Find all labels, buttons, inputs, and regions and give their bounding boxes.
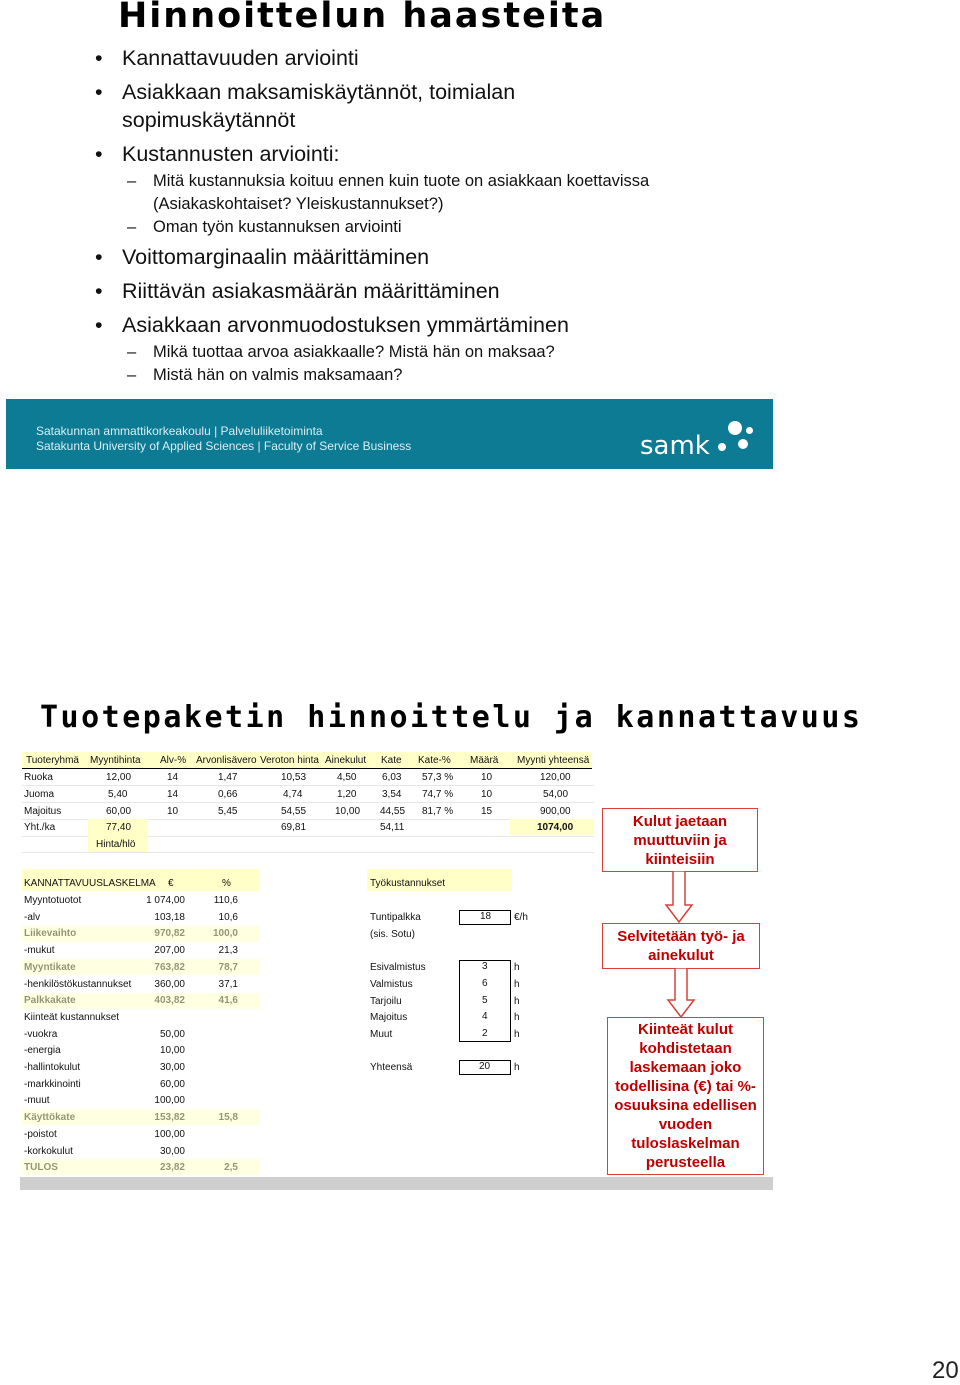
work-item-label: Tarjoilu [370,996,402,1007]
bullet-item: • Asiakkaan arvonmuodostuksen ymmärtäminen [95,311,765,339]
sub-bullet-item: – Mitä kustannuksia koituu ennen kuin tuote on asiakkaan koettavissa (Asiakaskohtaiset? Yleiskustannukset?) [95,170,713,216]
work-item-unit: h [514,996,520,1007]
calc-row-label: -korkokulut [24,1146,73,1157]
work-item-unit: h [514,979,520,990]
calc-row-label: -alv [24,912,41,923]
work-item-value: 5 [482,995,488,1006]
table-cell: 14 [167,789,179,800]
total-sales: 1074,00 [537,822,574,833]
bullet-item: • Asiakkaan maksamiskäytännöt, toimialan sopimuskäytännöt [95,78,592,134]
calc-header-label: KANNATTAVUUSLASKELMA [24,878,156,889]
bullet-item: • Voittomarginaalin määrittäminen [95,243,765,271]
calc-row-label: Kiinteät kustannukset [24,1012,120,1023]
table-cell: 5,40 [108,789,128,800]
header-cell: Myynti yhteensä [517,755,590,766]
header-cell: Arvonlisävero [196,755,257,766]
header-cell: Veroton hinta [260,755,319,766]
slide-title: Tuotepaketin hinnoittelu ja kannattavuus [40,700,863,735]
calc-row-label: -markkinointi [24,1079,81,1090]
calc-row-eur: 100,00 [154,1129,185,1140]
work-item-label: Valmistus [370,979,413,990]
table-cell: 81,7 % [422,806,454,817]
table-cell: 10 [481,789,493,800]
footer-line-1: Satakunnan ammattikorkeakoulu | Palveluliiketoiminta [36,424,323,438]
row-highlight [22,1109,260,1125]
work-item-label: Esivalmistus [370,962,426,973]
grid-line [22,802,594,803]
total-price: 77,40 [106,822,132,833]
header-cell: Kate-% [418,755,451,766]
callout-text: Kulut jaetaan muuttuviin ja kiinteisiin [632,812,728,868]
header-cell: Myyntihinta [90,755,141,766]
table-cell: 10 [167,806,179,817]
table-cell: Majoitus [24,806,62,817]
table-cell: 0,66 [218,789,238,800]
table-cell: 5,45 [218,806,238,817]
sub-bullet-item: – Mikä tuottaa arvoa asiakkaalle? Mistä hän on maksaa? [95,341,765,364]
calc-row-eur: 30,00 [159,1062,185,1073]
footer-line-2: Satakunta University of Applied Sciences | Faculty of Service Business [36,439,412,453]
calc-row-eur: 100,00 [154,1095,185,1106]
calc-header-eur: € [168,878,174,889]
callout-box [602,808,758,872]
header-cell: Alv-% [160,755,187,766]
work-total-unit: h [514,1062,520,1073]
header-cell: Määrä [470,755,499,766]
calc-row-eur: 207,00 [154,945,185,956]
table-cell: Ruoka [24,772,53,783]
table-cell: 10,53 [281,772,307,783]
calc-row-label: -mukut [24,945,55,956]
down-arrow-icon [666,968,696,1018]
calc-row-label: Myyntotuotot [24,895,82,906]
table-cell: 15 [481,806,493,817]
table-cell: Juoma [24,789,55,800]
callout-box [602,923,760,969]
table-cell: 4,50 [337,772,357,783]
calc-row-label: -hallintokulut [24,1062,81,1073]
table-cell: 57,3 % [422,772,454,783]
callout-text: Selvitetään työ- ja ainekulut [617,928,745,964]
calc-row-label: -poistot [24,1129,57,1140]
table-cell: 12,00 [106,772,132,783]
table-cell: 10,00 [335,806,361,817]
work-item-label: Muut [370,1029,393,1040]
logo-dot [718,443,726,451]
calc-row-pct: 10,6 [218,912,238,923]
calc-header-pct: % [222,878,231,889]
calc-row-label: -energia [24,1045,61,1056]
table-cell: 74,7 % [422,789,454,800]
table-cell: 54,00 [543,789,569,800]
row-highlight [22,926,260,942]
work-total-value: 20 [479,1061,491,1072]
total-margin: 54,11 [380,822,405,833]
row-highlight [22,993,260,1009]
logo-dot [738,439,748,449]
work-total-label: Yhteensä [370,1062,413,1073]
work-item-value: 3 [482,961,488,972]
table-cell: 4,74 [283,789,303,800]
samk-logo [640,413,760,463]
logo-text: samk [640,431,710,461]
hourly-label: Tuntipalkka [370,912,421,923]
calc-row-label: -muut [24,1095,50,1106]
price-note: Hinta/hlö [96,839,136,850]
total-label: Yht./ka [24,822,56,833]
sub-bullet-item: – Oman työn kustannuksen arviointi [95,216,765,239]
down-arrow-icon [664,871,694,923]
work-item-unit: h [514,1029,520,1040]
work-item-value: 4 [482,1011,488,1022]
hourly-unit: €/h [514,912,528,923]
calc-row-eur: 1 074,00 [146,895,185,906]
logo-dot [728,421,742,435]
calc-row-label: -vuokra [24,1029,58,1040]
sub-bullet-item: – Mistä hän on valmis maksamaan? [95,364,765,387]
table-cell: 6,03 [382,772,402,783]
calc-row-pct: 110,6 [213,895,238,906]
logo-dot [746,427,753,434]
work-item-unit: h [514,962,520,973]
table-cell: 3,54 [382,789,402,800]
grid-line [22,785,594,786]
row-highlight [22,959,260,975]
slide-footer-strip [20,1177,773,1190]
slide-title: Hinnoittelun haasteita [118,0,607,36]
hourly-note: (sis. Sotu) [370,929,416,940]
work-item-unit: h [514,1012,520,1023]
slide-footer [6,399,773,469]
callout-box [607,1017,764,1175]
header-cell: Ainekulut [325,755,367,766]
callout-text: Kiinteät kulut kohdistetaan laskemaan joko todellisina (€) tai %-osuuksina edellisen vuoden tuloslaskelman perusteella [614,1021,757,1171]
work-item-value: 6 [482,978,488,989]
calc-row-eur: 103,18 [154,912,185,923]
table-cell: 1,20 [337,789,357,800]
table-cell: 10 [481,772,493,783]
calc-row-pct: 37,1 [218,979,238,990]
bullet-item: • Kannattavuuden arviointi [95,44,765,72]
calc-row-eur: 60,00 [159,1079,185,1090]
table-cell: 44,55 [380,806,406,817]
hourly-value: 18 [480,911,492,922]
table-cell: 900,00 [540,806,571,817]
calc-row-label: -henkilöstökustannukset [24,979,132,990]
table-cell: 1,47 [218,772,238,783]
table-cell: 14 [167,772,179,783]
calc-row-eur: 50,00 [159,1029,185,1040]
bullet-item: • Kustannusten arviointi: [95,140,765,168]
row-highlight [22,1159,260,1175]
bullet-list [95,44,765,391]
calc-row-eur: 30,00 [159,1146,185,1157]
table-cell: 54,55 [281,806,307,817]
total-net: 69,81 [281,822,307,833]
table-cell: 60,00 [106,806,132,817]
work-item-value: 2 [482,1028,488,1039]
calc-row-eur: 360,00 [154,979,185,990]
calc-row-pct: 21,3 [218,945,238,956]
header-cell: Kate [381,755,402,766]
work-item-label: Majoitus [370,1012,408,1023]
page-number: 20 [932,1357,959,1384]
table-cell: 120,00 [540,772,571,783]
work-header: Työkustannukset [370,878,446,889]
grid-line [22,852,594,853]
calc-row-eur: 10,00 [159,1045,185,1056]
bullet-item: • Riittävän asiakasmäärän määrittäminen [95,277,765,305]
header-cell: Tuoteryhmä [26,755,79,766]
